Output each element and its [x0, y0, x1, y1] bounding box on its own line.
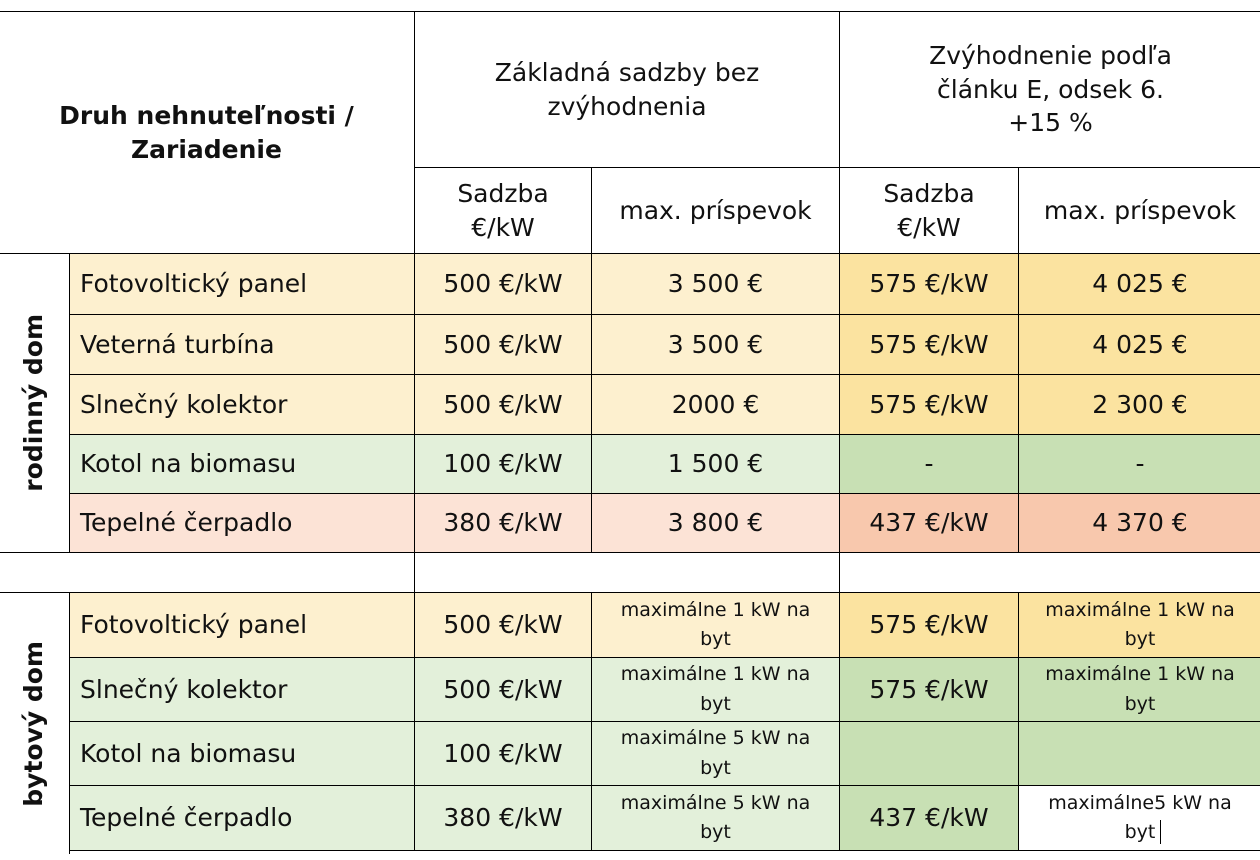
table-row-device: Tepelné čerpadlo: [69, 785, 415, 851]
spacer-cell-middle: [414, 552, 840, 593]
base-rates-header-text: Základná sadzby bez zvýhodnenia: [494, 57, 760, 121]
table-row-rate: 500 €/kW: [414, 592, 592, 658]
table-row-device: Kotol na biomasu: [69, 434, 415, 494]
table-row-rate: 100 €/kW: [414, 434, 592, 494]
rate-unit: €/kW: [471, 212, 535, 242]
table-row-bonus-rate: 575 €/kW: [839, 374, 1019, 435]
table-row-device: Veterná turbína: [69, 314, 415, 375]
table-row-device: Fotovoltický panel: [69, 592, 415, 658]
bonus-rate-label: Sadzba: [883, 178, 975, 208]
table-row-max: maximálne 1 kW na byt: [591, 592, 840, 658]
table-row-bonus-max: maximálne 1 kW na byt: [1018, 657, 1260, 722]
table-row-bonus-max: 4 370 €: [1018, 493, 1260, 553]
group-label-apartment-house: [0, 592, 70, 854]
bonus-header-line2: článku E, odsek 6.: [937, 74, 1164, 104]
table-row-bonus-max: maximálne5 kW na byt: [1018, 785, 1260, 851]
property-type-header-text: Druh nehnuteľnosti / Zariadenie: [59, 100, 354, 164]
table-row-max: 3 500 €: [591, 314, 840, 375]
bonus-header-line1: Zvýhodnenie podľa: [929, 40, 1172, 70]
table-row-max: 3 500 €: [591, 253, 840, 315]
property-type-header: [0, 11, 415, 254]
group-label-apartment-house-text: bytový dom: [19, 640, 49, 807]
group-label-family-house-text: rodinný dom: [19, 314, 49, 492]
table-row-device: Slnečný kolektor: [69, 374, 415, 435]
table-row-bonus-max: 4 025 €: [1018, 314, 1260, 375]
table-row-bonus-rate: 575 €/kW: [839, 657, 1019, 722]
table-row-rate: 380 €/kW: [414, 493, 592, 553]
table-row-rate: 100 €/kW: [414, 721, 592, 786]
table-row-bonus-max: 2 300 €: [1018, 374, 1260, 435]
table-row-max: 2000 €: [591, 374, 840, 435]
table-row-device: Slnečný kolektor: [69, 657, 415, 722]
bonus-header: [839, 11, 1260, 168]
bonus-max-subheader: [1018, 167, 1260, 254]
bonus-rate-unit: €/kW: [897, 212, 961, 242]
max-label: max. príspevok: [619, 195, 812, 225]
table-row-rate: 380 €/kW: [414, 785, 592, 851]
bonus-header-line3: +15 %: [1008, 108, 1093, 138]
table-row-bonus-rate: 575 €/kW: [839, 592, 1019, 658]
table-row-device: Tepelné čerpadlo: [69, 493, 415, 553]
table-row-bonus-rate: 437 €/kW: [839, 785, 1019, 851]
table-row-bonus-rate: 575 €/kW: [839, 314, 1019, 375]
table-row-rate: 500 €/kW: [414, 314, 592, 375]
base-rates-header: [414, 11, 840, 168]
base-max-subheader: [591, 167, 840, 254]
spacer-cell-right: [839, 552, 1260, 593]
table-row-max: maximálne 5 kW na byt: [591, 721, 840, 786]
table-row-bonus-max: [1018, 721, 1260, 786]
text-cursor: [1160, 820, 1161, 844]
table-row-max: 3 800 €: [591, 493, 840, 553]
table-row-bonus-rate: 575 €/kW: [839, 253, 1019, 315]
table-row-max: maximálne 5 kW na byt: [591, 785, 840, 851]
table-row-rate: 500 €/kW: [414, 253, 592, 315]
spacer-cell-left: [0, 552, 415, 593]
rate-label: Sadzba: [457, 178, 549, 208]
table-row-bonus-max: -: [1018, 434, 1260, 494]
table-row-max: maximálne 1 kW na byt: [591, 657, 840, 722]
bonus-max-label: max. príspevok: [1043, 195, 1237, 225]
base-rate-subheader: [414, 167, 592, 254]
table-row-rate: 500 €/kW: [414, 374, 592, 435]
table-row-bonus-rate: [839, 721, 1019, 786]
group-label-family-house: [0, 253, 70, 553]
table-row-max: 1 500 €: [591, 434, 840, 494]
table-row-rate: 500 €/kW: [414, 657, 592, 722]
table-row-device: Fotovoltický panel: [69, 253, 415, 315]
table-row-bonus-max: 4 025 €: [1018, 253, 1260, 315]
table-row-bonus-rate: -: [839, 434, 1019, 494]
bonus-rate-subheader: [839, 167, 1019, 254]
table-row-bonus-rate: 437 €/kW: [839, 493, 1019, 553]
table-row-device: Kotol na biomasu: [69, 721, 415, 786]
table-row-bonus-max: maximálne 1 kW na byt: [1018, 592, 1260, 658]
